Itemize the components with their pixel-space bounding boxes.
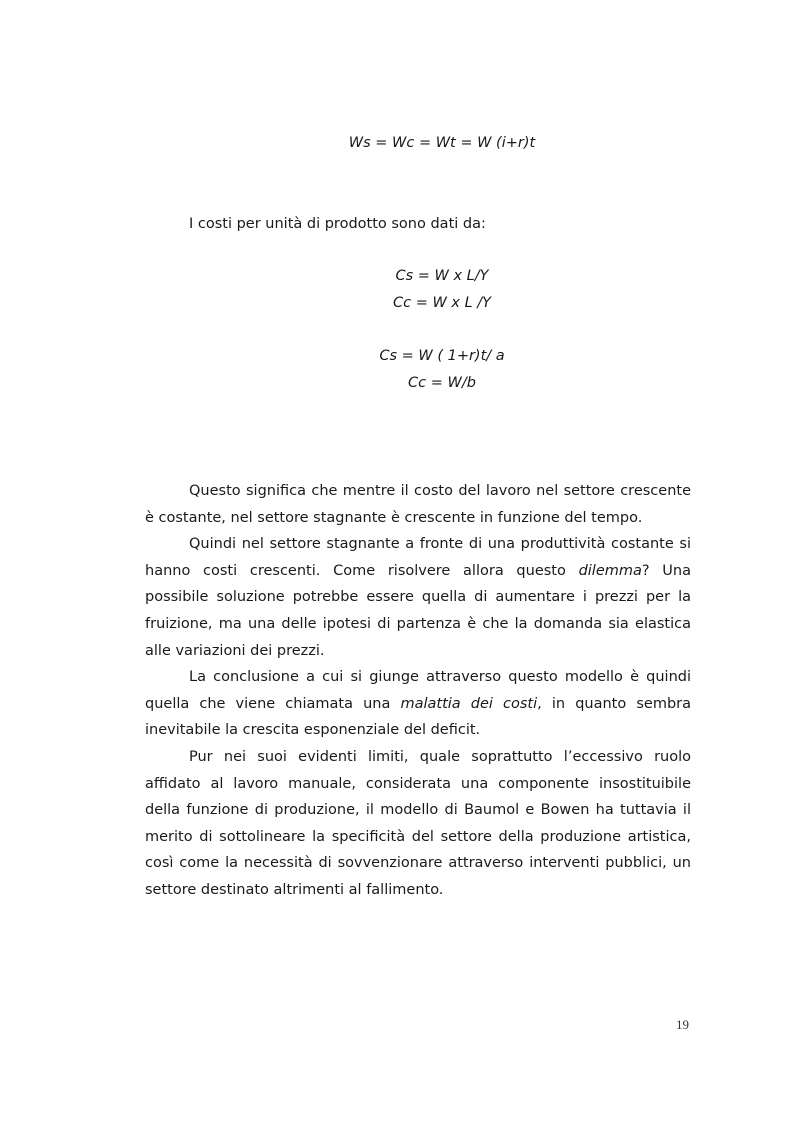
formula-wage-equality: Ws = Wc = Wt = W (i+r)t [348,135,536,151]
paragraph-2-text-b: ? Una possibile soluzione potrebbe essere quella di aumentare i prezzi per la fruizione, ma una delle ipotesi di partenza è che la domanda sia elastica alle variazioni dei prezzi. [145,562,691,659]
formula-cs-productivity: Cs = W ( 1+r)t/ a [379,348,505,364]
paragraph-3-text-b: , in quanto sembra inevitabile la crescita esponenziale del deficit. [145,695,691,739]
paragraph-2-text-a: Quindi nel settore stagnante a fronte di una produttività costante si hanno costi crescenti. Come risolvere allora questo [145,536,691,579]
paragraph-4: Pur nei suoi evidenti limiti, quale soprattutto l’eccessivo ruolo affidato al lavoro manuale, considerata una componente insostituibile della funzione di produzione, il modello di Baumol e Bowen ha tuttavia il merito di sottolineare la specificità del settore della produzione artistica, così come la necessità di sovvenzionare attraverso interventi pubblici, un settore destinato altrimenti al fallimento. [145,748,691,898]
formula-cc-labour: Cc = W x L /Y [392,295,492,311]
body-text [145,478,691,904]
page-number: 19 [676,1017,689,1032]
paragraph-1: Questo significa che mentre il costo del lavoro nel settore crescente è costante, nel settore stagnante è crescente in funzione del tempo. [145,483,691,526]
intro-sentence: I costi per unità di prodotto sono dati da: [189,216,486,232]
paragraph-3 [145,664,691,744]
paragraph-2 [145,531,691,664]
paragraph-3-text-a: La conclusione a cui si giunge attraverso questo modello è quindi quella che viene chiamata una [145,669,691,712]
emphasis-dilemma: dilemma [578,562,642,579]
emphasis-malattia-dei-costi: malattia dei costi [400,695,538,712]
formula-cs-labour: Cs = W x L/Y [395,268,489,284]
formula-cc-productivity: Cc = W/b [408,375,476,391]
